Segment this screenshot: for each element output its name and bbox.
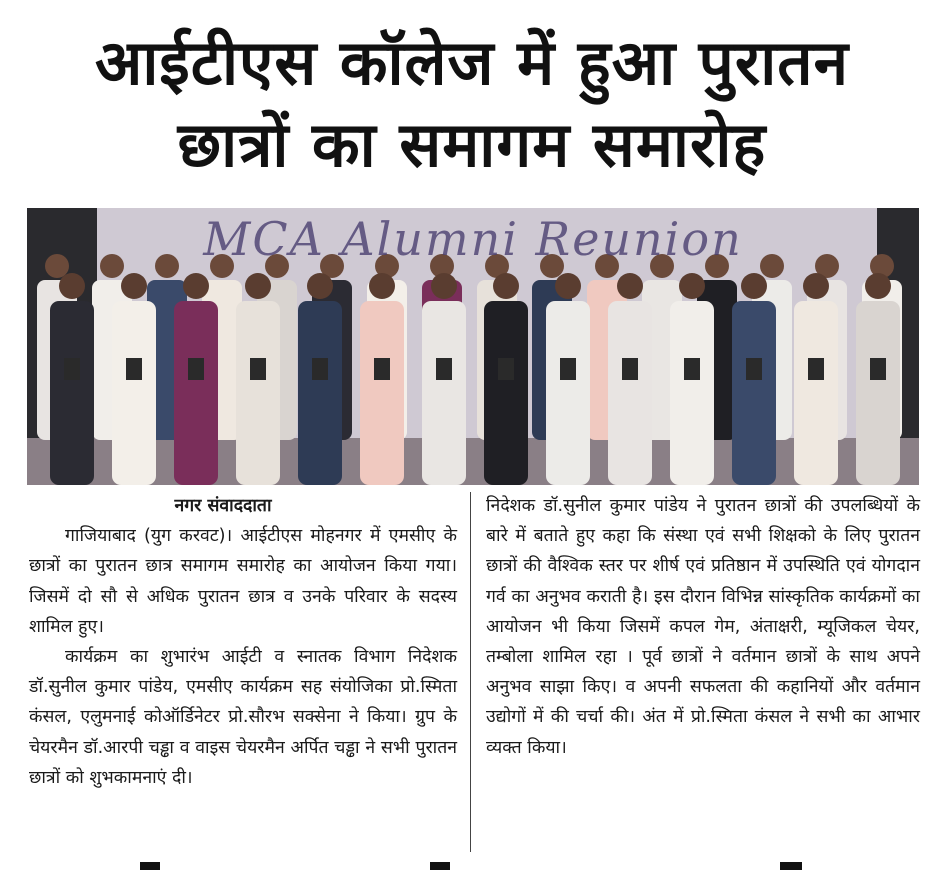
- person-body: [112, 301, 156, 485]
- article-paragraph-3: निदेशक डॉ.सुनील कुमार पांडेय ने पुरातन छात्रों की उपलब्धियों के बारे में बताते हुए कहा कि संस्था एवं सभी शिक्षको के लिए पुरातन छात्रों की वैश्विक स्तर पर शीर्ष एवं प्रतिष्ठान में उपस्थिति एवं योगदान गर्व का अनुभव कराती है। इस दौरान विभिन्न सांस्कृतिक कार्यक्रमों का आयोजन भी किया जिसमें कपल गेम, अंताक्षरी, म्यूजिकल चेयर, तम्बोला शामिल रहा । पूर्व छात्रों ने वर्तमान छात्रों के साथ अपने अनुभव साझा किए। व अपनी सफलता की कहानियों और वर्तमान उद्योगों में की चर्चा की। अंत में प्रो.स्मिता कंसल ने सभी का आभार व्यक्त किया।: [486, 496, 920, 758]
- person-head: [555, 273, 581, 299]
- memento-plaque: [64, 358, 80, 380]
- headline-line-1: आईटीएस कॉलेज में हुआ पुरातन: [94, 26, 850, 99]
- person-body: [174, 301, 218, 485]
- memento-plaque: [312, 358, 328, 380]
- person-body: [236, 301, 280, 485]
- person-head: [617, 273, 643, 299]
- memento-plaque: [622, 358, 638, 380]
- person-body: [856, 301, 900, 485]
- person-head: [679, 273, 705, 299]
- memento-plaque: [374, 358, 390, 380]
- person-head: [59, 273, 85, 299]
- person-body: [484, 301, 528, 485]
- person-body: [608, 301, 652, 485]
- memento-plaque: [870, 358, 886, 380]
- column-divider: [470, 492, 471, 852]
- person-head: [369, 273, 395, 299]
- person-body: [422, 301, 466, 485]
- memento-plaque: [436, 358, 452, 380]
- memento-plaque: [746, 358, 762, 380]
- memento-plaque: [808, 358, 824, 380]
- person-body: [360, 301, 404, 485]
- next-headline-fragment: [0, 858, 944, 870]
- person-body: [732, 301, 776, 485]
- article-left-column: [29, 491, 457, 793]
- photo-banner-text: MCA Alumni Reunion: [203, 212, 743, 266]
- memento-plaque: [250, 358, 266, 380]
- person-head: [865, 273, 891, 299]
- memento-plaque: [126, 358, 142, 380]
- memento-plaque: [684, 358, 700, 380]
- person-head: [245, 273, 271, 299]
- person-head: [121, 273, 147, 299]
- memento-plaque: [498, 358, 514, 380]
- person-body: [298, 301, 342, 485]
- article-right-column: [486, 491, 920, 763]
- group-photo: [27, 208, 919, 485]
- person-body: [50, 301, 94, 485]
- article-paragraph-1: गाजियाबाद (युग करवट)। आईटीएस मोहनगर में एमसीए के छात्रों का पुरातन छात्र समागम समारोह का आयोजन किया गया। जिसमें दो सौ से अधिक पुरातन छात्र व उनके परिवार के सदस्य शामिल हुए।: [29, 526, 457, 637]
- person-head: [741, 273, 767, 299]
- byline: नगर संवाददाता: [174, 496, 272, 516]
- person-head: [803, 273, 829, 299]
- person-head: [431, 273, 457, 299]
- person-body: [670, 301, 714, 485]
- person-body: [794, 301, 838, 485]
- headline-line-2: छात्रों का समागम समारोह: [177, 108, 767, 181]
- person-head: [307, 273, 333, 299]
- article-paragraph-2: कार्यक्रम का शुभारंभ आईटी व स्नातक विभाग निदेशक डॉ.सुनील कुमार पांडेय, एमसीए कार्यक्रम सह संयोजिका प्रो.स्मिता कंसल, एलुमनाई कोऑर्डिनेटर प्रो.सौरभ सक्सेना ने किया। ग्रुप के चेयरमैन डॉ.आरपी चड्ढा व वाइस चेयरमैन अर्पित चड्ढा ने सभी पुरातन छात्रों को शुभकामनाएं दी।: [29, 647, 457, 788]
- memento-plaque: [560, 358, 576, 380]
- person-body: [546, 301, 590, 485]
- person-head: [183, 273, 209, 299]
- memento-plaque: [188, 358, 204, 380]
- headline: [0, 22, 944, 186]
- person-head: [493, 273, 519, 299]
